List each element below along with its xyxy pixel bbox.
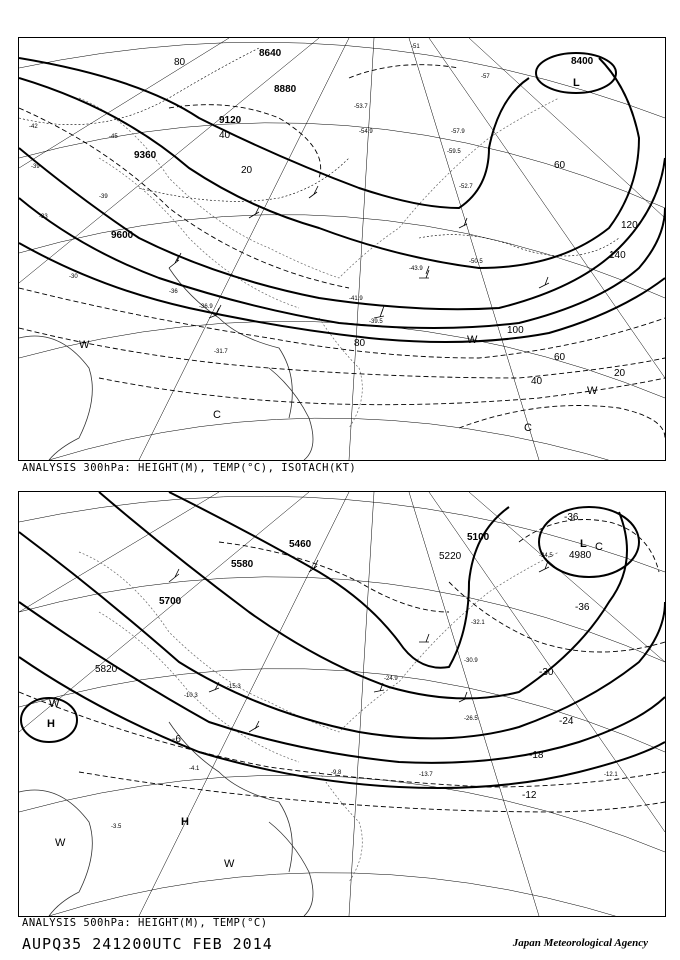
- isotach-label: 80: [354, 338, 366, 349]
- temp-label: -6: [172, 734, 181, 745]
- chart-500hpa-caption: ANALYSIS 500hPa: HEIGHT(M), TEMP(°C): [22, 917, 268, 929]
- high-center-marker: H: [181, 816, 189, 828]
- station-value: -3.5: [111, 824, 122, 830]
- station-value: -59.5: [447, 149, 461, 155]
- station-value: -12.1: [604, 772, 618, 778]
- height-label: 5820: [95, 664, 118, 675]
- low-center-marker: L: [573, 77, 580, 89]
- chart-500hpa-map: [19, 492, 665, 916]
- low-center-marker: L: [580, 538, 587, 550]
- temp-label: -33: [39, 214, 48, 220]
- cold-center-marker: C: [595, 541, 603, 553]
- station-value: -30.9: [464, 658, 478, 664]
- height-label: 5100: [467, 532, 490, 543]
- warm-center-marker: W: [49, 698, 60, 710]
- warm-center-marker: W: [224, 858, 235, 870]
- station-value: -50.5: [469, 259, 483, 265]
- height-contours: [19, 53, 665, 342]
- height-label: 8640: [259, 48, 282, 59]
- height-label: 4980: [569, 550, 592, 561]
- isotach-label: 120: [621, 220, 638, 231]
- isotach-label: 40: [219, 130, 231, 141]
- chart-500hpa: [18, 491, 666, 917]
- station-value: -32.1: [471, 620, 485, 626]
- station-value: -10.3: [184, 693, 198, 699]
- isotach-label: 60: [554, 160, 566, 171]
- wind-barbs: [169, 560, 549, 732]
- station-value: -57.9: [451, 129, 465, 135]
- station-value: -34.5: [539, 553, 553, 559]
- isotach-label: 80: [174, 57, 186, 68]
- station-value: -15.3: [227, 684, 241, 690]
- height-label: 5700: [159, 596, 182, 607]
- station-value: -43.9: [409, 266, 423, 272]
- station-value: -13.7: [419, 772, 433, 778]
- station-value: -9.8: [331, 770, 342, 776]
- station-value: -31.7: [214, 349, 228, 355]
- temp-label: -36: [564, 512, 579, 523]
- agency-name: Japan Meteorological Agency: [512, 937, 648, 949]
- height-label: 9120: [219, 115, 242, 126]
- temp-label: -30: [539, 667, 554, 678]
- isotach-labels: [174, 57, 638, 387]
- height-label: 8400: [571, 56, 594, 67]
- product-code: AUPQ35 241200UTC FEB 2014: [22, 935, 273, 953]
- chart-300hpa-map: [19, 38, 665, 460]
- station-value: -4.1: [189, 766, 200, 772]
- isotach-label: 100: [507, 325, 524, 336]
- temp-label: -39: [99, 194, 108, 200]
- isotach-label: 140: [609, 250, 626, 261]
- station-value: -39.5: [369, 319, 383, 325]
- station-value: -53.7: [354, 104, 368, 110]
- temp-label: -42: [29, 124, 38, 130]
- station-value: -41.9: [349, 296, 363, 302]
- height-label: 5220: [439, 551, 462, 562]
- warm-center-marker: W: [79, 339, 90, 351]
- height-label: 5460: [289, 539, 312, 550]
- chart-300hpa: [18, 37, 666, 461]
- station-value: -36.9: [199, 304, 213, 310]
- height-label: 9600: [111, 230, 134, 241]
- temp-label: -45: [109, 134, 118, 140]
- cold-center-marker: C: [524, 422, 532, 434]
- isotach-label: 20: [614, 368, 626, 379]
- temp-label: -12: [522, 790, 537, 801]
- station-values: [111, 553, 618, 830]
- station-value: -54.9: [359, 129, 373, 135]
- chart-300hpa-caption: ANALYSIS 300hPa: HEIGHT(M), TEMP(°C), ISOTACH(KT): [22, 462, 357, 474]
- height-label: 5580: [231, 559, 254, 570]
- isotach-label: 60: [554, 352, 566, 363]
- temp-label: -30: [69, 274, 78, 280]
- graticule-meridians: [19, 38, 665, 460]
- height-label: 8880: [274, 84, 297, 95]
- isotach-label: 40: [531, 376, 543, 387]
- temp-label: -51: [411, 44, 420, 50]
- temp-labels: [172, 512, 590, 801]
- height-contours: [19, 492, 665, 788]
- isotach-label: 20: [241, 165, 253, 176]
- warm-center-marker: W: [467, 334, 478, 346]
- temp-label: -36: [575, 602, 590, 613]
- station-value: -26.5: [464, 716, 478, 722]
- station-value: -52.7: [459, 184, 473, 190]
- coastline-solid: [19, 722, 313, 916]
- pressure-centers: [47, 538, 603, 870]
- coastline-solid: [19, 268, 313, 460]
- temp-label: -18: [529, 750, 544, 761]
- station-value: -24.9: [384, 676, 398, 682]
- warm-center-marker: W: [55, 837, 66, 849]
- high-center-marker: H: [47, 718, 55, 730]
- temp-label: -36: [169, 289, 178, 295]
- warm-center-marker: W: [587, 385, 598, 397]
- temp-label: -39: [31, 164, 40, 170]
- temp-label: -24: [559, 716, 574, 727]
- cold-center-marker: C: [213, 409, 221, 421]
- height-label: 9360: [134, 150, 157, 161]
- temp-label: -57: [481, 74, 490, 80]
